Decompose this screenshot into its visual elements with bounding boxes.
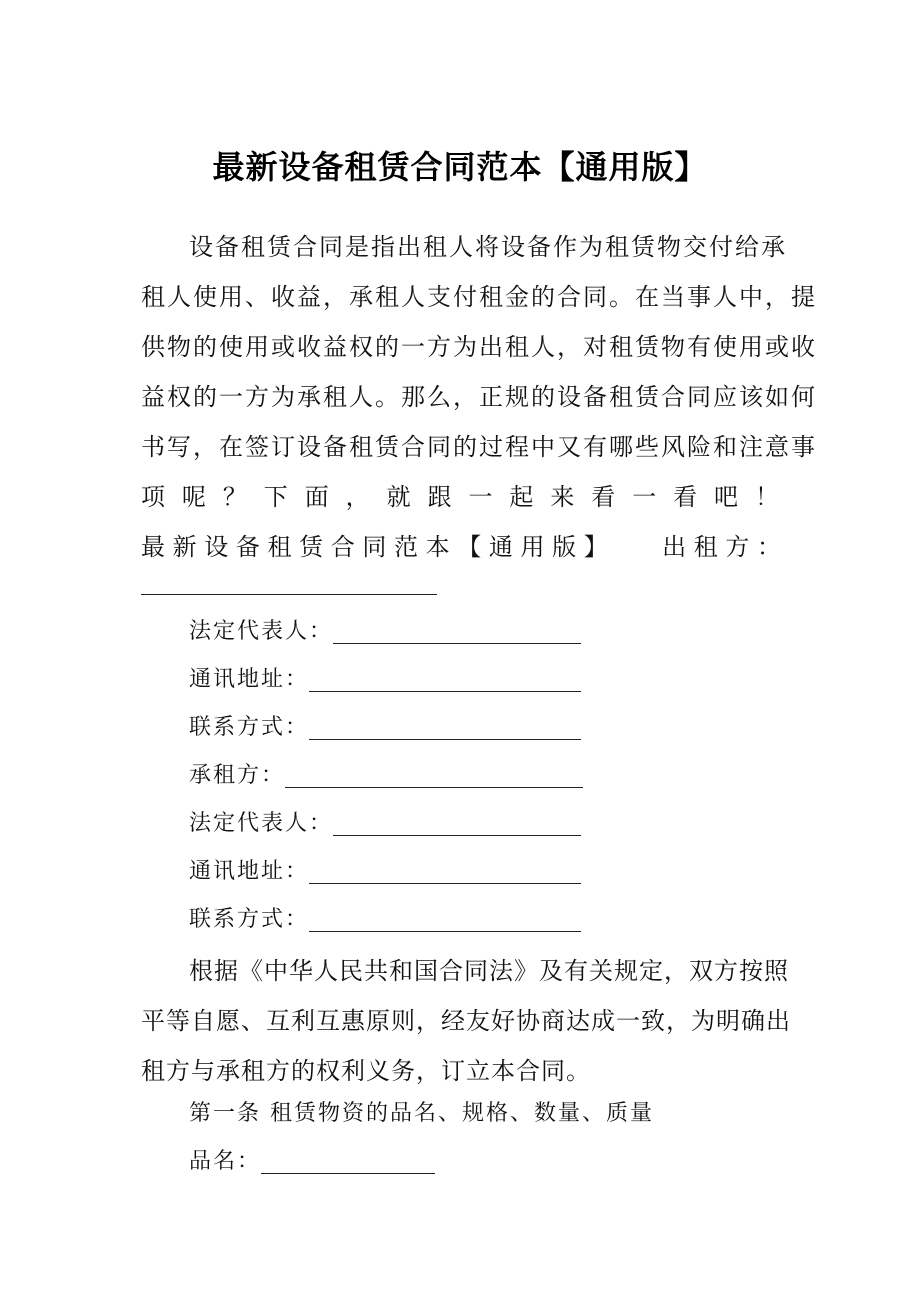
fill-blank bbox=[261, 1173, 435, 1174]
intro-line: 书写，在签订设备租赁合同的过程中又有哪些风险和注意事 bbox=[141, 433, 817, 461]
lessee-contact-row bbox=[189, 896, 583, 944]
party-fields bbox=[189, 608, 583, 944]
preamble-paragraph bbox=[141, 946, 791, 1096]
product-name-row bbox=[189, 1138, 435, 1186]
intro-line: 益权的一方为承租人。那么，正规的设备租赁合同应该如何 bbox=[141, 383, 817, 411]
intro-line: 租人使用、收益，承租人支付租金的合同。在当事人中，提 bbox=[141, 283, 817, 311]
lessee-party-row bbox=[189, 752, 583, 800]
fill-blank bbox=[309, 739, 581, 740]
fill-blank bbox=[333, 835, 581, 836]
lessee-address-row bbox=[189, 848, 583, 896]
lessor-address-row bbox=[189, 656, 583, 704]
document-title: 最新设备租赁合同范本【通用版】 bbox=[212, 148, 708, 186]
lessor-contact-row bbox=[189, 704, 583, 752]
lessee-legal-rep-row bbox=[189, 800, 583, 848]
field-label: 通讯地址： bbox=[189, 859, 310, 884]
field-label: 联系方式： bbox=[189, 715, 310, 740]
field-label: 法定代表人： bbox=[189, 619, 334, 644]
preamble-line: 平等自愿、互利互惠原则，经友好协商达成一致，为明确出 bbox=[141, 1007, 791, 1035]
field-label: 联系方式： bbox=[189, 907, 310, 932]
article-1-heading: 第一条 租赁物资的品名、规格、数量、质量 bbox=[189, 1101, 654, 1126]
lessor-party-label: 出 租 方 ： bbox=[662, 533, 781, 561]
preamble-line: 根据《中华人民共和国合同法》及有关规定，双方按照 bbox=[189, 957, 789, 985]
intro-line: 设备租赁合同是指出租人将设备作为租赁物交付给承 bbox=[189, 233, 787, 261]
fill-blank bbox=[333, 643, 581, 644]
intro-paragraph bbox=[141, 222, 817, 572]
fill-blank bbox=[309, 931, 581, 932]
field-label: 法定代表人： bbox=[189, 811, 334, 836]
fill-blank bbox=[309, 883, 581, 884]
intro-line-lessor bbox=[141, 522, 781, 572]
preamble-line: 租方与承租方的权利义务，订立本合同。 bbox=[141, 1057, 591, 1085]
lessor-name-blank bbox=[141, 594, 437, 595]
field-label: 通讯地址： bbox=[189, 667, 310, 692]
intro-line: 项 呢 ？ 下 面 ， 就 跟 一 起 来 看 一 看 吧 ！ bbox=[141, 483, 781, 511]
fill-blank bbox=[309, 691, 581, 692]
lessor-legal-rep-row bbox=[189, 608, 583, 656]
fill-blank bbox=[285, 787, 583, 788]
field-label: 承租方： bbox=[189, 763, 286, 788]
field-label: 品名： bbox=[189, 1149, 262, 1174]
intro-title-repeat: 最 新 设 备 租 赁 合 同 范 本 【 通 用 版 】 bbox=[141, 533, 608, 561]
intro-line: 供物的使用或收益权的一方为出租人，对租赁物有使用或收 bbox=[141, 333, 817, 361]
